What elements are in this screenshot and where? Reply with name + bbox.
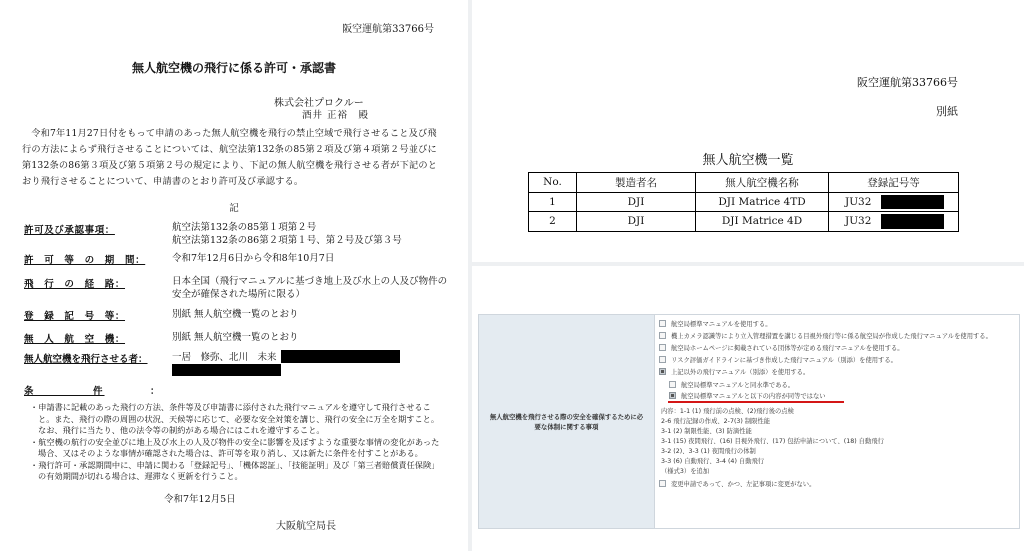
detail-line: 3-1 (2) 制限性能、(3) 防滴性能	[661, 428, 752, 435]
option-standard-manual[interactable]	[659, 319, 772, 328]
ki-heading: 記	[229, 203, 239, 214]
cell-model: DJI Matrice 4TD	[696, 192, 829, 212]
option-label: 変更申請であって、かつ、左記事項に変更がない。	[671, 481, 816, 488]
column-header: No.	[529, 173, 577, 193]
item-value-period: 令和7年12月6日から令和8年10月7日	[172, 253, 335, 264]
annex-page	[472, 0, 1024, 262]
safety-section-label: 無人航空機を飛行させる際の安全を確保するために必要な体制に関する事項	[479, 315, 655, 528]
redaction-box	[881, 195, 944, 210]
option-label: 上記以外の飛行マニュアル（別添）を使用する。	[671, 369, 810, 376]
table-row	[529, 212, 959, 232]
item-value-pilot: 一居 修弥、北川 未来	[172, 352, 277, 363]
item-label-aircraft: 無 人 航 空 機：	[24, 334, 126, 345]
safety-form-page	[472, 266, 1024, 551]
detail-line: 3-1 (15) 夜間飛行、(16) 目視外飛行、(17) 包括申請について、(18) 自動飛行	[661, 438, 884, 445]
item-value-registration: 別紙 無人航空機一覧のとおり	[172, 309, 299, 320]
condition-item: ・申請書に記載のあった飛行の方法、条件等及び申請書に添付された飛行マニュアルを遵守して飛行させること。また、飛行の際の周囲の状況、天候等に応じて、必要な安全対策を講じ、飛行の安全に万全を期すこと。なお、飛行に当たり、他の法令等の制約がある場合にはこれを遵守すること。	[30, 402, 440, 435]
option-label: 航空局標準マニュアルと同水準である。	[681, 382, 795, 389]
annex-title: 無人航空機一覧	[702, 153, 794, 168]
safety-options	[655, 315, 1019, 528]
cell-maker: DJI	[577, 212, 696, 232]
column-header: 無人航空機名称	[696, 173, 829, 193]
permit-doc-number: 阪空運航第33766号	[342, 24, 434, 35]
condition-item: ・航空機の航行の安全並びに地上及び水上の人及び物件の安全に影響を及ぼすような重要な事情の変化があった場合、又はそのような事情が確認された場合は、許可等を取り消し、又は新たに条件を付すことがある。	[30, 436, 440, 458]
conditions-colon: ：	[150, 386, 160, 397]
drone-table	[528, 172, 959, 232]
suboption-same-level[interactable]	[669, 380, 794, 389]
checkbox[interactable]	[659, 320, 666, 327]
checkbox[interactable]	[659, 480, 666, 487]
detail-line: 2-6 飛行記録の作成、2-7(3) 制限性能	[661, 418, 771, 425]
condition-item: ・飛行許可・承認期間中に、申請に関わる「登録記号」、「機体認証」、「技能証明」及び「第三者賠償責任保険」の有効期間が切れる場合は、遅滞なく更新を行うこと。	[30, 459, 440, 481]
detail-line: 3-3 (6) 自動飛行、3-4 (4) 自動飛行	[661, 458, 765, 465]
cell-maker: DJI	[577, 192, 696, 212]
checkbox-checked[interactable]	[669, 392, 676, 399]
cell-no: 2	[529, 212, 577, 232]
safety-form	[478, 314, 1020, 529]
detail-line: 3-2 (2)、3-3 (1) 夜間飛行の体制	[661, 448, 756, 455]
issuer: 大阪航空局長	[276, 521, 336, 532]
item-label-period: 許 可 等 の 期 間：	[24, 255, 146, 266]
option-camera-manual[interactable]	[659, 331, 992, 340]
item-label-registration: 登 録 記 号 等：	[24, 311, 126, 322]
item-label-approval: 許可及び承認事項：	[24, 225, 115, 236]
red-underline	[668, 401, 844, 403]
option-label: リスク評価ガイドラインに基づき作成した飛行マニュアル（別添）を使用する。	[671, 357, 897, 364]
item-label-pilot: 無人航空機を飛行させる者：	[24, 354, 148, 365]
registration-prefix: JU32	[845, 215, 872, 228]
permit-title: 無人航空機の飛行に係る許可・承認書	[131, 61, 336, 75]
cell-registration	[829, 212, 959, 232]
item-value-approval: 航空法第132条の85第１項第２号 航空法第132条の86第２項第１号、第２号及び第３号	[172, 222, 402, 246]
item-value-aircraft: 別紙 無人航空機一覧のとおり	[172, 332, 299, 343]
detail-line: （様式3）を追加	[661, 468, 710, 475]
cell-no: 1	[529, 192, 577, 212]
item-value-route: 日本全国（飛行マニュアルに基づき地上及び水上の人及び物件の安全が確保された場所に限る）	[172, 276, 448, 300]
conditions-list	[30, 402, 440, 483]
table-row	[529, 192, 959, 212]
table-header-row	[529, 173, 959, 193]
suboption-not-equivalent[interactable]	[669, 391, 826, 400]
redaction-box	[881, 214, 944, 229]
option-group-manual[interactable]	[659, 343, 904, 352]
cell-model: DJI Matrice 4D	[696, 212, 829, 232]
annex-doc-number: 阪空運航第33766号	[857, 76, 958, 89]
checkbox[interactable]	[669, 381, 676, 388]
option-label: 航空局標準マニュアルと以下の内容が同等ではない	[681, 393, 826, 400]
column-header: 製造者名	[577, 173, 696, 193]
redaction-box	[172, 364, 281, 376]
permit-body: 令和7年11月27日付をもって申請のあった無人航空機を飛行の禁止空域で飛行させること及び飛行の方法によらず飛行させることについては、航空法第132条の85第２項及び第４項第２号並びに第132条の86第３項及び第５項第２号の規定により、下記の無人航空機を飛行させる者が下記のとおり飛行させることについて、申請書のとおり許可及び承認する。	[22, 128, 438, 187]
column-header: 登録記号等	[829, 173, 959, 193]
checkbox[interactable]	[659, 356, 666, 363]
permit-page	[0, 0, 468, 551]
option-label: 機上カメラ認識等により立入管理措置を講じる目視外飛行等に係る航空局が作成した飛行マニュアルを使用する。	[671, 333, 992, 340]
annex-label: 別紙	[936, 105, 958, 118]
option-label: 航空局ホームページに掲載されている団体等が定める飛行マニュアルを使用する。	[671, 345, 904, 352]
option-label: 航空局標準マニュアルを使用する。	[671, 321, 772, 328]
redaction-box	[281, 350, 400, 363]
checkbox[interactable]	[659, 332, 666, 339]
issue-date: 令和7年12月5日	[164, 494, 236, 505]
checkbox[interactable]	[659, 344, 666, 351]
option-risk-manual[interactable]	[659, 355, 897, 364]
option-no-change[interactable]	[659, 479, 815, 488]
company-name: 株式会社プロクルー	[274, 98, 364, 109]
registration-prefix: JU32	[845, 195, 872, 208]
option-other-manual[interactable]	[659, 367, 809, 376]
representative-name: 酒井 正裕 殿	[302, 110, 370, 121]
cell-registration	[829, 192, 959, 212]
detail-line: 内容：1-1 (1) 飛行前の点検、(2)飛行後の点検	[661, 408, 794, 415]
conditions-label: 条 件	[24, 386, 105, 397]
item-label-route: 飛 行 の 経 路：	[24, 279, 126, 290]
checkbox-checked[interactable]	[659, 368, 666, 375]
